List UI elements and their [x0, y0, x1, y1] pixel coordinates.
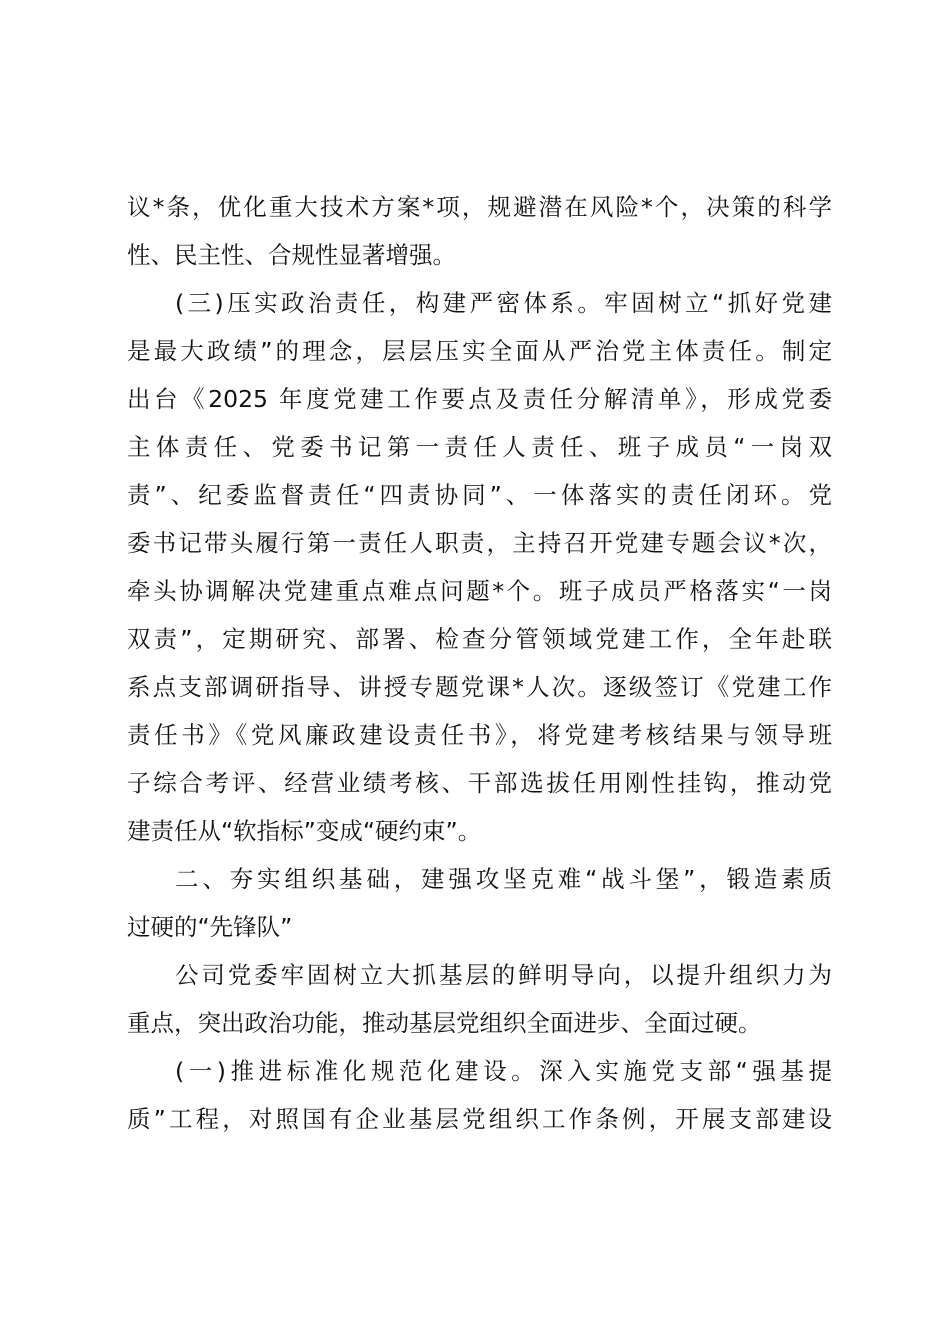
text-line: 是最大政绩”的理念，层层压实全面从严治党主体责任。制定	[127, 337, 832, 365]
section-heading-2: 二、夯实组织基础，建强攻坚克难“战斗堡”，锻造素质	[175, 865, 832, 893]
text-line: 性、民主性、合规性显著增强。	[127, 241, 456, 269]
document-page	[127, 183, 832, 1143]
text-line: 重点，突出政治功能，推动基层党组织全面进步、全面过硬。	[127, 1009, 762, 1037]
text-line: 质”工程，对照国有企业基层党组织工作条例，开展支部建设	[127, 1105, 832, 1133]
text-line: 责”、纪委监督责任“四责协同”、一体落实的责任闭环。党	[127, 481, 832, 509]
text-line: 委书记带头履行第一责任人职责，主持召开党建专题会议*次，	[127, 529, 832, 557]
section-heading-2-cont: 过硬的“先锋队”	[127, 913, 293, 941]
text-line: 议*条，优化重大技术方案*项，规避潜在风险*个，决策的科学	[127, 193, 832, 221]
text-line: 双责”，定期研究、部署、检查分管领域党建工作，全年赴联	[127, 625, 832, 653]
text-line: 系点支部调研指导、讲授专题党课*人次。逐级签订《党建工作	[127, 673, 832, 701]
subsection-heading-1: (一)推进标准化规范化建设。深入实施党支部“强基提	[175, 1057, 832, 1085]
text-line: 牵头协调解决党建重点难点问题*个。班子成员严格落实“一岗	[127, 577, 832, 605]
text-line: 主体责任、党委书记第一责任人责任、班子成员“一岗双	[127, 433, 832, 461]
section-heading-3: (三)压实政治责任，构建严密体系。牢固树立“抓好党建	[175, 289, 832, 317]
text-line: 子综合考评、经营业绩考核、干部选拔任用刚性挂钩，推动党	[127, 769, 832, 797]
text-line: 出台《2025 年度党建工作要点及责任分解清单》，形成党委	[127, 385, 832, 413]
text-line: 公司党委牢固树立大抓基层的鲜明导向，以提升组织力为	[175, 961, 832, 989]
text-line: 建责任从“软指标”变成“硬约束”。	[127, 817, 482, 845]
text-line: 责任书》《党风廉政建设责任书》，将党建考核结果与领导班	[127, 721, 832, 749]
